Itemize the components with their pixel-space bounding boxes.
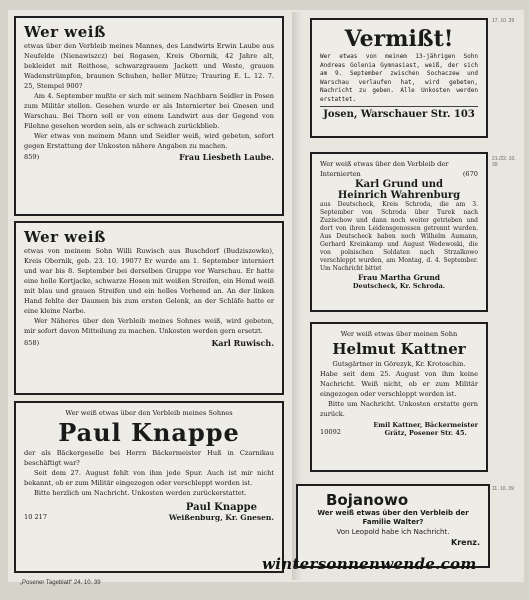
source-caption: „Posener Tageblatt“ 24. 10. 39 [20, 580, 101, 586]
ad-signature: Karl Ruwisch. [211, 338, 274, 348]
ad-divider [320, 106, 478, 107]
ad-number: 10092 [320, 428, 341, 436]
ad-number: 10 217 [24, 513, 48, 521]
ad-footer [24, 152, 274, 162]
ad-body: Wer etwas von meinem Mann und Seidler weiß, wird gebeten, sofort gegen Erstattung der Unkosten nähere Angaben zu machen. [24, 132, 274, 150]
ad-signature: Paul Knappe [185, 502, 257, 513]
ad-knappe [14, 401, 284, 573]
ad-title: Vermißt! [344, 26, 454, 52]
ad-number: 859) [24, 153, 40, 161]
ad-address: Josen, Warschauer Str. 103 [323, 109, 475, 120]
ad-body: Wer etwas von meinem 13-jährigen Sohn Andreas Golenia Gymnasiast, weiß, der sich am 9. September zwischen Sochaczew und Warschau verlaufen hat, wird gebeten, Nachricht zu geben. Alle Unkosten werden erstattet. [320, 53, 478, 103]
ad-body: Bitte um Nachricht. Unkosten erstatte gern zurück. [320, 400, 478, 418]
ad-number: (670 [462, 170, 478, 178]
ad-body: Wer Näheres über den Verbleib meines Sohnes weiß, wird gebeten, mir sofort davon Mitteilung zu machen. Unkosten werden gern ersetzt. [24, 317, 274, 335]
ad-footer [320, 421, 478, 437]
ad-place: Deutscheck, Kr. Schroda. [352, 282, 446, 290]
ad-ruwisch [14, 221, 284, 395]
ad-title: Bojanowo [326, 491, 409, 509]
ad-name: Karl Grund und [354, 179, 444, 190]
archive-stamp: 21./22. 10. 39 [492, 156, 516, 168]
archive-stamp: 17. 10. 39 [492, 18, 515, 24]
ad-intro: Wer weiß etwas über den Verbleib meines Sohnes [65, 409, 233, 417]
ad-body: Gutsgärtner in Görezyk, Kr. Krotoschin. [332, 360, 466, 368]
watermark: wintersonnenwende.com [262, 555, 477, 573]
ad-signature: Frau Liesbeth Laube. [179, 152, 274, 162]
ad-body: etwas über den Verbleib meines Mannes, des Landwirts Erwin Laube aus Neufelde (Nienawiszcz) bei Rogasen, Kreis Obornik, 42 Jahre alt, bekleidet mit Reithose, schwarzgrauem Jackett und Weste, grauen Wadenstrümpfen, braunen Schuhen, heller Mütze; Trauring E. L. 12. 7. 25, Stempel 900? [24, 42, 274, 90]
ad-title: Wer weiß [24, 228, 106, 246]
ad-kattner [310, 322, 488, 472]
ad-body: Von Leopold habe ich Nachricht. [336, 528, 450, 536]
ad-body: etwas von meinem Sohn Willi Ruwisch aus Buschdorf (Budziszewko), Kreis Obornik, geb. 23. 10. 1907? Er wurde am 1. September interniert und war bis 8. September bei derselben Gruppe vor Warschau. Er hatte eine helle Kortjacke, schwarze Hosen mit weißen Streifen, ein Hemd weiß mit blau und grauen Streifen und ein helles Vorhemd an. An der linken Hand fehlte der Daumen bis zum ersten Gelenk, an der Schläfe hatte er eine kleine Narbe. [24, 247, 274, 315]
ad-signature: Frau Martha Grund [357, 273, 441, 282]
ad-body: aus Deutscheck, Kreis Schroda, die am 3. September von Schroda über Turek nach Zuzischow und dann noch weiter getrieben und dort von ihren Leidensgenossen getrennt wurden. Aus Deutscheck haben noch Wilhelm Aumann, Gerhard Kreinkamp und August Wedewoski, die von polnischen Soldaten nach Strzalkowo verschleppt wurden, am Montag, d. 4. September. Um Nachricht bittet [320, 201, 478, 272]
ad-body: der als Bäckergeselle bei Herrn Bäckermeister Huß in Czarnikau beschäftigt war? [24, 449, 274, 467]
ad-name: Heinrich Wahrenburg [337, 190, 461, 201]
ad-name: Helmut Kattner [332, 340, 466, 358]
ad-intro: Wer weiß etwas über meinen Sohn [340, 330, 458, 338]
ad-number: 858) [24, 339, 40, 347]
ad-grund [310, 152, 488, 312]
ad-intro: Wer weiß etwas über den Verbleib der Internierten [320, 160, 449, 178]
archive-stamp: 11. 10. 39 [492, 486, 514, 492]
ad-body: Bitte herzlich um Nachricht. Unkosten werden zurückerstattet. [34, 489, 247, 497]
ad-name: Paul Knappe [58, 418, 240, 447]
ad-signature: Krenz. [451, 538, 480, 547]
ad-sign-block [373, 421, 478, 437]
ad-laube [14, 16, 284, 216]
ad-title: Wer weiß [24, 23, 106, 41]
ad-place: Grätz, Posener Str. 45. [384, 429, 467, 437]
ad-sign-block [169, 502, 274, 522]
ad-place: Weißenburg, Kr. Gnesen. [168, 513, 274, 522]
ad-footer [24, 502, 274, 522]
ad-golenia [310, 18, 488, 138]
ad-body: Seit dem 27. August fehlt von ihm jede Spur. Auch ist mir nicht bekannt, ob er zum Militär eingezogen oder verschleppt worden ist. [24, 469, 274, 487]
ad-body: Am 4. September mußte er sich mit seinem Nachbarn Seidler in Posen zum Militär stellen. Gesehen wurde er als Internierter bei Gnesen und Warschau. Bei Thorn soll er von einem Landwirt aus der Gegend von Filehne gesehen worden sein, als er schwach zurückblieb. [24, 92, 274, 130]
ad-signature: Emil Kattner, Bäckermeister [373, 421, 478, 429]
ad-body: Habe seit dem 25. August von ihm keine Nachricht. Weiß nicht, ob er zum Militär eingezogen oder verschleppt worden ist. [320, 370, 478, 398]
ad-header [320, 159, 478, 179]
ad-body: Wer weiß etwas über den Verbleib der Familie Walter? [317, 509, 469, 526]
ad-footer [24, 338, 274, 348]
